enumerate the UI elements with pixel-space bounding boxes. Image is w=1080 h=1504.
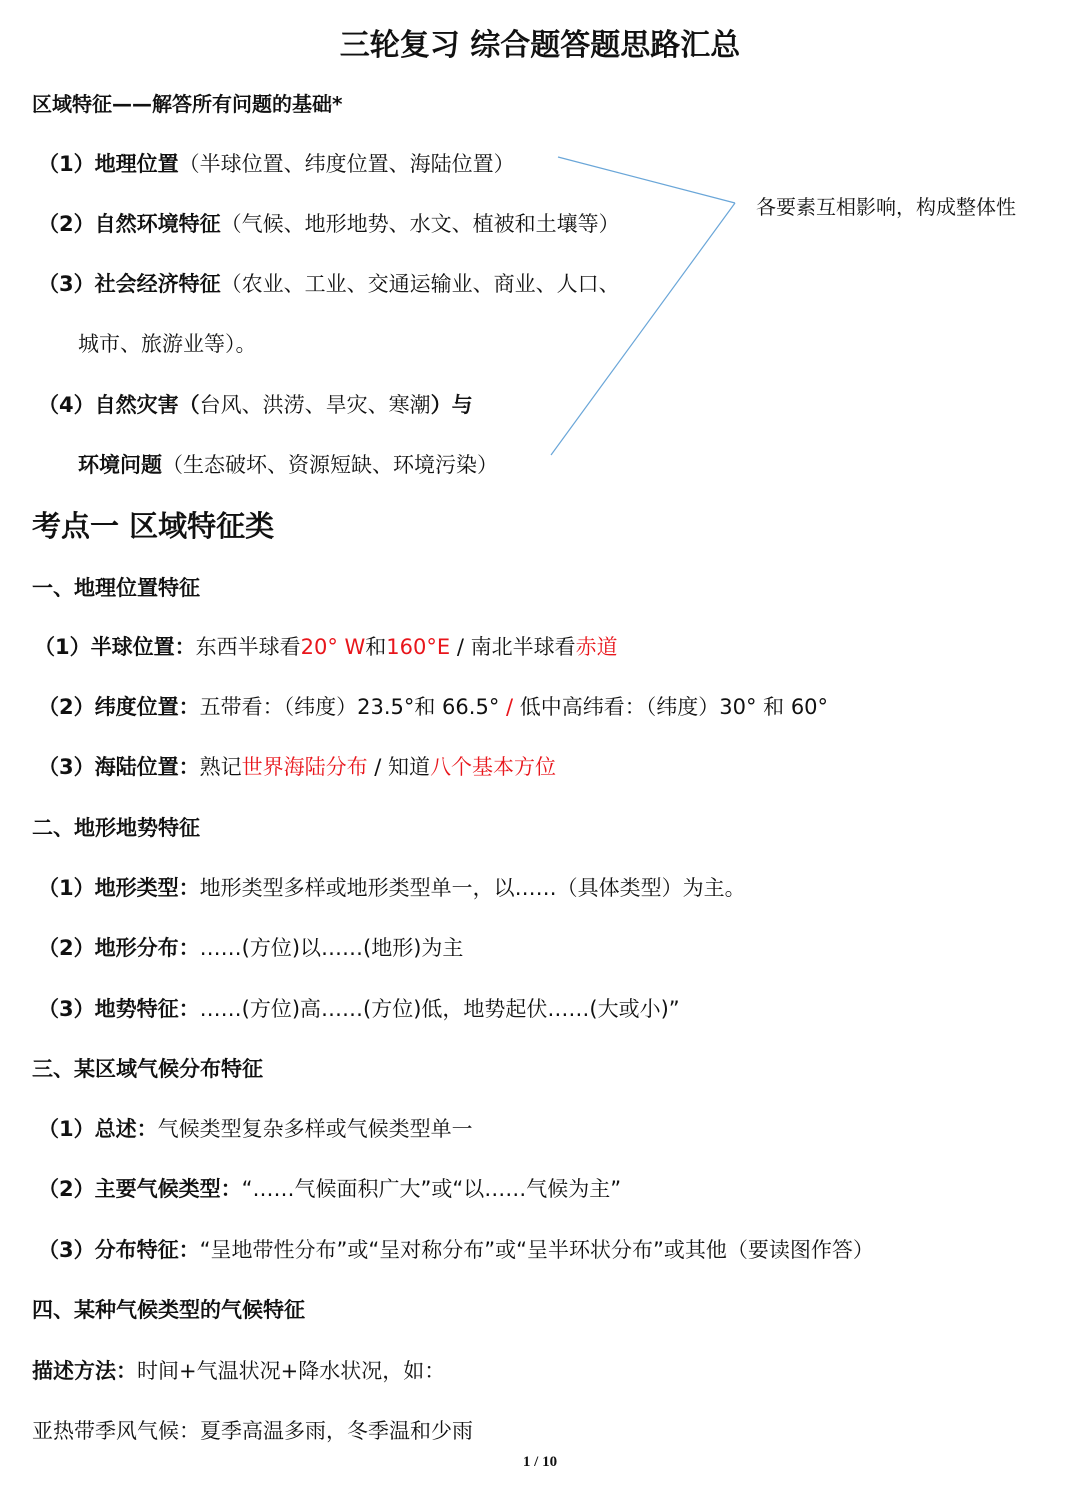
line-number: （3） (38, 1238, 95, 1262)
intro-heading: 区域特征——解答所有问题的基础* (32, 92, 343, 116)
part1-line-3 (38, 751, 556, 781)
item-number: （2） (38, 212, 95, 236)
page-number: 1 / 10 (522, 1454, 558, 1470)
connector-lines (0, 0, 1080, 520)
part3-line-3 (38, 1234, 874, 1264)
item-label: 自然灾害（ (94, 393, 200, 417)
part1-line-2 (38, 691, 828, 721)
line-label: 半球位置： (90, 635, 196, 659)
method-text: 时间+气温状况+降水状况，如： (137, 1359, 446, 1383)
line-number: （1） (38, 1117, 95, 1141)
section-heading: 考点一 区域特征类 (32, 509, 275, 543)
highlight-text: 赤道 (575, 635, 618, 659)
method-line (32, 1355, 445, 1385)
highlight-text: 八个基本方位 (430, 755, 557, 779)
line-label: 主要气候类型： (94, 1177, 242, 1201)
line-text: 东西半球看 (195, 635, 301, 659)
highlight-text: 20° W (300, 635, 366, 659)
item-detail: （生态破坏、资源短缺、环境污染） (162, 453, 498, 477)
line-text: 低中高纬看：（纬度）30° 和 60° (513, 695, 829, 719)
page-title: 三轮复习 综合题答题思路汇总 (339, 28, 741, 63)
line-number: （1） (34, 635, 91, 659)
line-text: 气候类型复杂多样或气候类型单一 (157, 1117, 473, 1141)
line-text: 和 (365, 635, 387, 659)
part-heading: 三、某区域气候分布特征 (32, 1057, 263, 1081)
line-number: （2） (38, 695, 95, 719)
part2-line-2 (38, 932, 463, 962)
line-text: “呈地带性分布”或“呈对称分布”或“呈半环状分布”或其他（要读图作答） (199, 1238, 874, 1262)
part1-line-1 (34, 631, 618, 661)
item-detail: （农业、工业、交通运输业、商业、人口、 (220, 272, 620, 296)
line-label: 总述： (94, 1117, 158, 1141)
line-text: 熟记 (199, 755, 242, 779)
intro-item-3-cont: 城市、旅游业等）。 (78, 332, 257, 356)
line-label: 地形类型： (94, 876, 200, 900)
line-number: （3） (38, 755, 95, 779)
line-label: 海陆位置： (94, 755, 200, 779)
item-detail: 台风、洪涝、旱灾、寒潮 (199, 393, 431, 417)
item-number: （3） (38, 272, 95, 296)
part3-line-2 (38, 1173, 621, 1203)
highlight-text: 世界海陆分布 (241, 755, 368, 779)
item-label: 自然环境特征 (94, 212, 221, 236)
part-heading: 二、地形地势特征 (32, 816, 200, 840)
line-text: 地形类型多样或地形类型单一，以……（具体类型）为主。 (199, 876, 746, 900)
line-text: / 知道 (367, 755, 431, 779)
item-label: 地理位置 (94, 152, 179, 176)
connector-line-top (558, 157, 735, 203)
line-number: （1） (38, 876, 95, 900)
line-label: 地形分布： (94, 936, 200, 960)
example-line: 亚热带季风气候：夏季高温多雨，冬季温和少雨 (32, 1419, 473, 1443)
line-text: “……气候面积广大”或“以……气候为主” (241, 1177, 622, 1201)
item-label-suffix: ）与 (430, 393, 473, 417)
item-detail: （气候、地形地势、水文、植被和土壤等） (220, 212, 620, 236)
method-label: 描述方法： (32, 1359, 137, 1383)
part2-line-3 (38, 993, 680, 1023)
highlight-text: 160°E (386, 635, 451, 659)
line-text: ……(方位)高……(方位)低，地势起伏……(大或小)” (199, 997, 680, 1021)
line-number: （3） (38, 997, 95, 1021)
highlight-text: / (506, 695, 514, 719)
line-label: 地势特征： (94, 997, 200, 1021)
item-detail: （半球位置、纬度位置、海陆位置） (178, 152, 515, 176)
item-number: （1） (38, 152, 95, 176)
intro-note: 各要素互相影响，构成整体性 (756, 195, 1016, 219)
line-label: 分布特征： (94, 1238, 200, 1262)
part3-line-1 (38, 1113, 473, 1143)
part2-line-1 (38, 872, 746, 902)
item-label: 社会经济特征 (94, 272, 221, 296)
item-label: 环境问题 (78, 453, 162, 477)
line-text: 五带看：（纬度）23.5°和 66.5° (199, 695, 506, 719)
line-text: ……(方位)以……(地形)为主 (199, 936, 464, 960)
item-number: （4） (38, 393, 95, 417)
part-heading: 一、地理位置特征 (32, 576, 200, 600)
line-text: / 南北半球看 (450, 635, 576, 659)
line-label: 纬度位置： (94, 695, 200, 719)
line-number: （2） (38, 1177, 95, 1201)
line-number: （2） (38, 936, 95, 960)
part-heading: 四、某种气候类型的气候特征 (32, 1298, 305, 1322)
connector-line-bottom (551, 203, 735, 455)
